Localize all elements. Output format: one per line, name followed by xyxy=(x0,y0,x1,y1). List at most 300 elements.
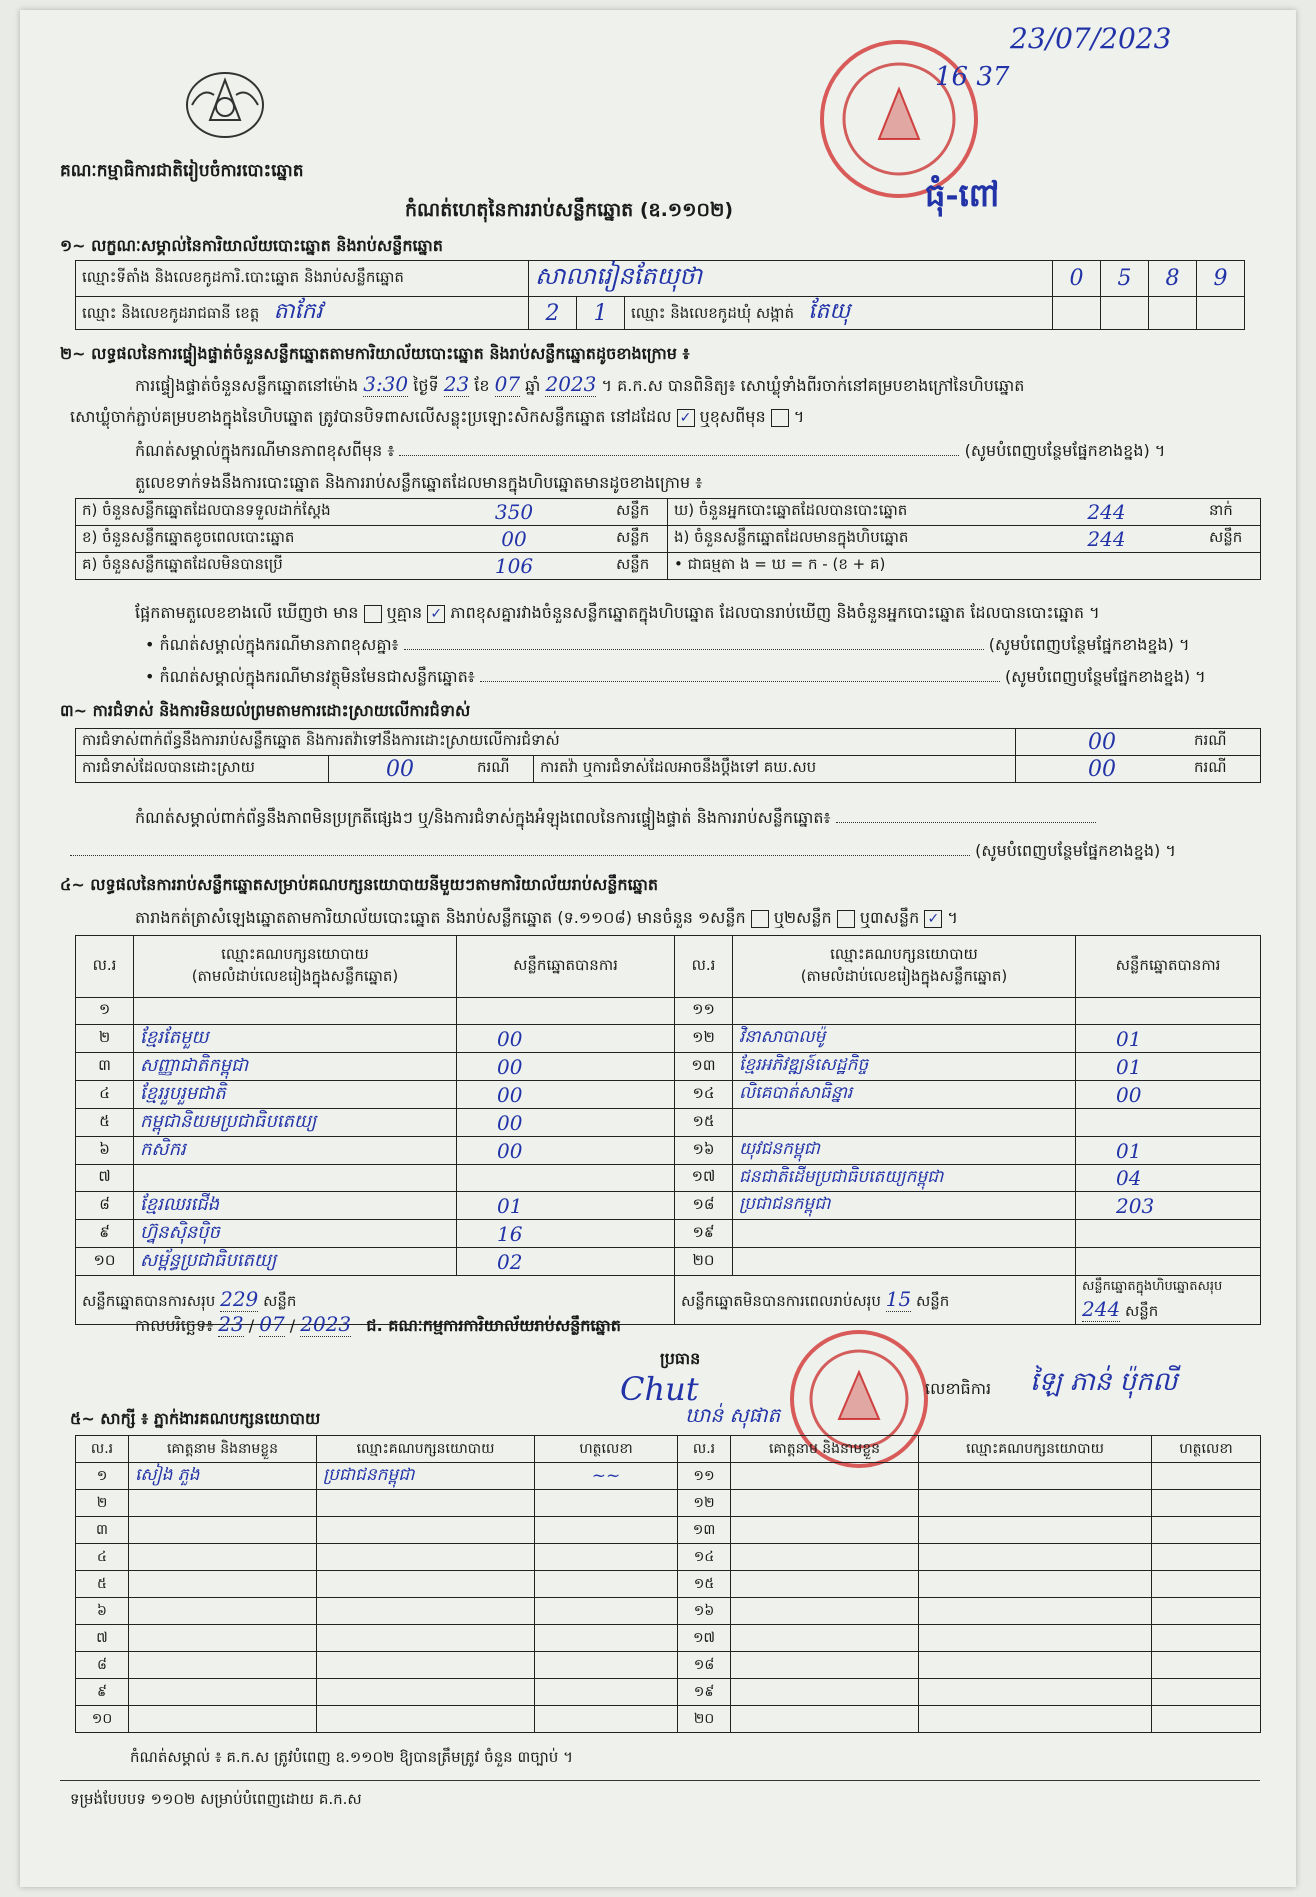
col-party-sub: (តាមលំដាប់លេខរៀងក្នុងសន្លឹកឆ្នោត) xyxy=(191,966,399,985)
row-no: ១២ xyxy=(678,1490,731,1517)
note2-text: • កំណត់សម្គាល់ក្នុងករណីមានភាពខុសគ្នា៖ xyxy=(145,635,399,654)
appeal-value: 00 xyxy=(1016,756,1189,783)
note1-text: កំណត់សម្គាល់ក្នុងករណីមានភាពខុសពីមុន ៖ xyxy=(135,441,395,460)
note3-blank xyxy=(480,681,1000,682)
party-name xyxy=(733,1248,1076,1276)
figure-left-unit: សន្លឹក xyxy=(610,499,668,526)
party-row xyxy=(76,1220,1261,1248)
witness-table xyxy=(75,1435,1261,1733)
party-votes: 01 xyxy=(1076,1137,1261,1165)
code-digit: 0 xyxy=(1053,261,1101,297)
witness-signature xyxy=(1152,1706,1261,1733)
party-name xyxy=(733,1220,1076,1248)
party-row xyxy=(76,1109,1261,1137)
seal-status-text: សោឃ្លុំចាក់ភ្ជាប់គម្របខាងក្នុងនៃហិបឆ្នោត ត្រូវបានបិទពាសលើសន្លុះប្រឡោះសិកសន្លឹកឆ្នោត នៅដដែល xyxy=(70,407,672,426)
party-row xyxy=(76,1248,1261,1276)
year-value: 2023 xyxy=(545,372,597,396)
row-no: ៨ xyxy=(76,1652,129,1679)
witness-party xyxy=(317,1544,535,1571)
party-name: ខ្មែរតែមួយ xyxy=(134,1025,457,1053)
code-digit: 8 xyxy=(1149,261,1197,297)
party-results-table xyxy=(75,935,1261,1325)
location-value: សាលារៀនតែយុថា xyxy=(529,261,1053,297)
complaints-table xyxy=(75,728,1261,783)
complaint-row1-label: ការជំទាស់ពាក់ព័ន្ធនឹងការរាប់សន្លឹកឆ្នោត និងការតវ៉ាទៅនឹងការដោះស្រាយលើការជំទាស់ xyxy=(76,729,1016,756)
witness-party xyxy=(919,1652,1152,1679)
party-name: ហ្វ៊ុនស៊ិនប៉ិច xyxy=(134,1220,457,1248)
party-name xyxy=(134,998,457,1025)
witness-row xyxy=(76,1571,1261,1598)
note1-blank xyxy=(399,455,959,456)
commune-label xyxy=(625,297,1053,330)
org-name: គណៈកម្មាធិការជាតិរៀបចំការបោះឆ្នោត xyxy=(60,161,304,181)
witness-signature xyxy=(535,1490,678,1517)
secretary-name: ឡៃ ភាន់ ប៉ុកលី xyxy=(1030,1367,1178,1397)
row-no: ៨ xyxy=(76,1192,134,1220)
col-party-title: ឈ្មោះគណបក្សនយោបាយ xyxy=(221,944,369,963)
row-no: ៥ xyxy=(76,1109,134,1137)
row-no: ៣ xyxy=(76,1053,134,1081)
figure-left-value: 00 xyxy=(418,526,610,553)
date-year: 2023 xyxy=(300,1312,352,1336)
secretary-label: លេខាធិការ xyxy=(925,1379,992,1398)
verification-line xyxy=(135,372,1024,399)
row-no: ៥ xyxy=(76,1571,129,1598)
total-invalid-value: 15 xyxy=(885,1286,912,1311)
witness-name xyxy=(731,1679,919,1706)
verification-text-end: ។ គ.ក.ស បានពិនិត្យ៖ សោឃ្លុំទាំងពីរចាក់នៅគម្របខាងក្រៅនៃហិបឆ្នោត xyxy=(601,376,1025,395)
total-valid-value: 229 xyxy=(220,1286,259,1311)
party-name xyxy=(733,998,1076,1025)
witness-name xyxy=(129,1679,317,1706)
figure-left-unit: សន្លឹក xyxy=(610,526,668,553)
witness-party xyxy=(919,1463,1152,1490)
party-votes: 00 xyxy=(457,1137,675,1165)
irregularity-note xyxy=(135,807,1096,831)
row-no: ១៥ xyxy=(678,1571,731,1598)
witness-row xyxy=(76,1490,1261,1517)
year-label: ឆ្នាំ xyxy=(525,376,541,395)
row-no: ១៥ xyxy=(675,1109,733,1137)
figure-left-value: 350 xyxy=(418,499,610,526)
figure-left-label: ក) ចំនួនសន្លឹកឆ្នោតដែលបានទទួលដាក់ស្តែង xyxy=(76,499,419,526)
date-line: កាលបរិច្ឆេទ៖ 23 / 07 / 2023 ជ. គណៈកម្មការការិយាល័យរាប់សន្លឹកឆ្នោត xyxy=(135,1312,621,1336)
witness-party xyxy=(919,1571,1152,1598)
party-row xyxy=(76,1192,1261,1220)
witness-party xyxy=(317,1625,535,1652)
day-label: ថ្ងៃទី xyxy=(413,376,439,395)
figure-right-label: • ជាធម្មតា ង = ឃ = ក - (ខ + គ) xyxy=(668,553,1011,580)
row-no: ១១ xyxy=(675,998,733,1025)
party-name: លិគេបាត់សាធិន្នារ xyxy=(733,1081,1076,1109)
witness-row xyxy=(76,1517,1261,1544)
witness-party xyxy=(919,1544,1152,1571)
witness-name xyxy=(731,1706,919,1733)
total-box-value: 244 xyxy=(1082,1297,1121,1321)
witness-row xyxy=(76,1463,1261,1490)
month-label: ខែ xyxy=(474,376,490,395)
row-no: ៩ xyxy=(76,1220,134,1248)
time-value: 3:30 xyxy=(363,372,409,396)
commune-label-text: ឈ្មោះ និងលេខកូដឃុំ សង្កាត់ xyxy=(631,304,794,322)
unit-label: សន្លឹក xyxy=(915,1291,950,1310)
witness-name xyxy=(129,1598,317,1625)
figure-right-label: ង) ចំនួនសន្លឹកឆ្នោតដែលមានក្នុងហិបឆ្នោត xyxy=(668,526,1011,553)
row-no: ១ xyxy=(76,998,134,1025)
commune-value: តែយុ xyxy=(808,299,851,324)
witness-signature xyxy=(535,1679,678,1706)
witness-party xyxy=(317,1571,535,1598)
president-signature: Chut xyxy=(620,1370,699,1408)
total-box-cell xyxy=(1076,1276,1261,1325)
party-name: សម្ព័ន្ធប្រជាធិបតេយ្យ xyxy=(134,1248,457,1276)
witness-name xyxy=(731,1463,919,1490)
col-party: ឈ្មោះគណបក្សនយោបាយ xyxy=(919,1436,1152,1463)
province-code-digit: 1 xyxy=(577,297,625,330)
unit-label: សន្លឹក xyxy=(263,1291,297,1310)
province-value: តាកែវ xyxy=(273,299,323,324)
party-votes: 04 xyxy=(1076,1165,1261,1192)
party-votes: 00 xyxy=(457,1109,675,1137)
complaint-resolved-value: 00 xyxy=(329,756,472,783)
party-votes xyxy=(1076,1220,1261,1248)
witness-row xyxy=(76,1625,1261,1652)
changed-checkbox[interactable] xyxy=(771,409,789,427)
party-name: សញ្ញាជាតិកម្ពុជា xyxy=(134,1053,457,1081)
figure-right-value xyxy=(1010,553,1203,580)
figure-row xyxy=(76,526,1261,553)
witness-signature xyxy=(535,1571,678,1598)
figure-row xyxy=(76,499,1261,526)
complaint-row1-value: 00 xyxy=(1016,729,1189,756)
two-sheet-checkbox[interactable] xyxy=(837,910,855,928)
row-no: ៩ xyxy=(76,1679,129,1706)
page-title: កំណត់ហេតុនៃការរាប់សន្លឹកឆ្នោត (ឧ.១១០២) xyxy=(405,199,734,221)
one-sheet-checkbox[interactable] xyxy=(751,910,769,928)
figure-left-label: គ) ចំនួនសន្លឹកឆ្នោតដែលមិនបានប្រើ xyxy=(76,553,419,580)
unit-label: ករណី xyxy=(471,756,534,783)
fill-more-text: (សូមបំពេញបន្ថែមផ្នែកខាងខ្នង) ។ xyxy=(1004,667,1206,686)
witness-name xyxy=(731,1652,919,1679)
row-no: ១៤ xyxy=(678,1544,731,1571)
irregularity-text: កំណត់សម្គាល់ពាក់ព័ន្ធនឹងភាពមិនប្រក្រតីផ្សេងៗ ឬ/និងការជំទាស់ក្នុងអំឡុងពេលនៃការផ្ទៀងផ្ទាត់ និងការរាប់សន្លឹកឆ្នោត៖ xyxy=(135,808,831,827)
ballot-figures-table xyxy=(75,498,1261,580)
party-row xyxy=(76,1025,1261,1053)
party-name: កម្ពុជានិយមប្រជាធិបតេយ្យ xyxy=(134,1109,457,1137)
party-row xyxy=(76,1165,1261,1192)
witness-name xyxy=(731,1571,919,1598)
witness-signature xyxy=(1152,1544,1261,1571)
location-label: ឈ្មោះទីតាំង និងលេខកូដការិ.បោះឆ្នោត និងរាប់សន្លឹកឆ្នោត xyxy=(76,261,529,297)
witness-signature xyxy=(1152,1490,1261,1517)
unchanged-checkbox[interactable]: ✓ xyxy=(677,409,695,427)
party-row xyxy=(76,1137,1261,1165)
witness-signature xyxy=(1152,1517,1261,1544)
commune-code-cell xyxy=(1149,297,1197,330)
president-name: ឃាន់ សុផាត xyxy=(685,1403,781,1427)
note2-blank xyxy=(404,649,984,650)
figure-right-value: 244 xyxy=(1010,526,1203,553)
row-no: ៤ xyxy=(76,1081,134,1109)
row-no: ៤ xyxy=(76,1544,129,1571)
witness-name xyxy=(129,1652,317,1679)
party-name: ប្រជាជនកម្ពុជា xyxy=(733,1192,1076,1220)
fill-more-text: (សូមបំពេញបន្ថែមផ្នែកខាងខ្នង) ។ xyxy=(975,841,1176,860)
row-no: ១៩ xyxy=(675,1220,733,1248)
section5-heading: ៥~ សាក្សី ៖ ភ្នាក់ងារគណបក្សនយោបាយ xyxy=(70,1409,321,1428)
witness-name xyxy=(129,1490,317,1517)
unit-label: ករណី xyxy=(1188,756,1261,783)
province-label xyxy=(76,297,529,330)
total-invalid-label: សន្លឹកឆ្នោតមិនបានការពេលរាប់សរុប xyxy=(681,1291,881,1310)
witness-party xyxy=(919,1598,1152,1625)
appeal-label: ការតវ៉ា ឬការជំទាស់ដែលអាចនឹងប្តឹងទៅ គឃ.សប xyxy=(534,756,1016,783)
witness-signature xyxy=(535,1544,678,1571)
witness-signature xyxy=(1152,1625,1261,1652)
note2-line xyxy=(145,634,1190,658)
row-no: ៧ xyxy=(76,1625,129,1652)
date-month: 07 xyxy=(259,1312,285,1336)
section1-heading: ១~ លក្ខណៈសម្គាល់នៃការិយាល័យបោះឆ្នោត និងរាប់សន្លឹកឆ្នោត xyxy=(60,236,443,255)
section3-heading: ៣~ ការជំទាស់ និងការមិនយល់ព្រមតាមការដោះស្រាយលើការជំទាស់ xyxy=(60,701,471,720)
witness-name xyxy=(731,1544,919,1571)
party-name: ខ្មែរឈរជើង xyxy=(134,1192,457,1220)
commune-code-cell xyxy=(1101,297,1149,330)
witness-row xyxy=(76,1544,1261,1571)
witness-signature xyxy=(535,1625,678,1652)
row-no: ១៦ xyxy=(678,1598,731,1625)
province-code-digit: 2 xyxy=(529,297,577,330)
col-no: ល.រ xyxy=(76,936,134,998)
changed-label: ឬខុសពីមុន xyxy=(699,407,766,426)
party-votes xyxy=(1076,1109,1261,1137)
party-name xyxy=(733,1109,1076,1137)
witness-party xyxy=(317,1706,535,1733)
party-votes: 01 xyxy=(1076,1025,1261,1053)
party-votes xyxy=(457,998,675,1025)
party-votes: 203 xyxy=(1076,1192,1261,1220)
difference-line xyxy=(135,602,1100,626)
witness-signature xyxy=(1152,1463,1261,1490)
figure-right-unit xyxy=(1203,553,1261,580)
witness-signature xyxy=(1152,1679,1261,1706)
col-sign: ហត្ថលេខា xyxy=(535,1436,678,1463)
witness-name: សៀង ភួង xyxy=(129,1463,317,1490)
note1-line xyxy=(135,440,1165,464)
irregularity-blank2 xyxy=(70,855,970,856)
party-name: យុវជនកម្ពុជា xyxy=(733,1137,1076,1165)
witness-party xyxy=(317,1652,535,1679)
row-no: ១៦ xyxy=(675,1137,733,1165)
month-value: 07 xyxy=(494,372,521,396)
witness-name xyxy=(731,1598,919,1625)
province-label-text: ឈ្មោះ និងលេខកូដរាជធានី ខេត្ត xyxy=(82,304,260,322)
witness-row xyxy=(76,1652,1261,1679)
party-votes: 00 xyxy=(457,1081,675,1109)
complaint-resolved-label: ការជំទាស់ដែលបានដោះស្រាយ xyxy=(76,756,329,783)
total-valid-label: សន្លឹកឆ្នោតបានការសរុប xyxy=(82,1291,216,1310)
witness-name xyxy=(129,1544,317,1571)
party-name: កសិករ xyxy=(134,1137,457,1165)
date-label: កាលបរិច្ឆេទ៖ xyxy=(135,1316,214,1335)
verification-text: ការផ្ទៀងផ្ទាត់ចំនួនសន្លឹកឆ្នោតនៅម៉ោង xyxy=(135,376,359,395)
seal-status-line: សោឃ្លុំចាក់ភ្ជាប់គម្របខាងក្នុងនៃហិបឆ្នោត ត្រូវបានបិទពាសលើសន្លុះប្រឡោះសិកសន្លឹកឆ្នោត នៅដដែល ✓ ឬខុសពីមុន ។ xyxy=(70,407,805,426)
witness-name xyxy=(731,1517,919,1544)
three-sheet-checkbox[interactable]: ✓ xyxy=(924,910,942,928)
section2-heading: ២~ លទ្ធផលនៃការផ្ទៀងផ្ទាត់ចំនួនសន្លឹកឆ្នោតតាមការិយាល័យបោះឆ្នោត និងរាប់សន្លឹកឆ្នោតដូចខាងក្រោម ៖ xyxy=(60,344,690,363)
party-name: ខ្មែររួបរួមជាតិ xyxy=(134,1081,457,1109)
witness-row xyxy=(76,1706,1261,1733)
witness-row xyxy=(76,1598,1261,1625)
has-difference-checkbox[interactable] xyxy=(364,605,382,623)
irregularity-note2 xyxy=(70,840,1176,864)
witness-party xyxy=(919,1517,1152,1544)
witness-signature xyxy=(535,1706,678,1733)
party-row xyxy=(76,1081,1261,1109)
witness-name xyxy=(129,1706,317,1733)
witness-signature xyxy=(1152,1652,1261,1679)
col-no: ល.រ xyxy=(678,1436,731,1463)
date-day: 23 xyxy=(218,1312,244,1336)
party-votes: 01 xyxy=(1076,1053,1261,1081)
row-no: ១៣ xyxy=(675,1053,733,1081)
party-votes: 00 xyxy=(457,1025,675,1053)
col-name: គោត្តនាម និងនាមខ្លួន xyxy=(129,1436,317,1463)
row-no: ១៣ xyxy=(678,1517,731,1544)
witness-signature xyxy=(1152,1571,1261,1598)
party-votes xyxy=(1076,1248,1261,1276)
difference-text: ភាពខុសគ្នារវាងចំនួនសន្លឹកឆ្នោតក្នុងហិបឆ្នោត ដែលបានរាប់ឃើញ និងចំនួនអ្នកបោះឆ្នោត ដែលបានបោះឆ្នោត ។ xyxy=(450,603,1100,622)
witness-signature xyxy=(1152,1598,1261,1625)
witness-party xyxy=(317,1598,535,1625)
two-sheet-label: ឬ២សន្លឹក xyxy=(773,908,832,927)
witness-name xyxy=(731,1625,919,1652)
figure-left-unit: សន្លឹក xyxy=(610,553,668,580)
col-party xyxy=(733,936,1076,998)
section4-heading: ៤~ លទ្ធផលនៃការរាប់សន្លឹកឆ្នោតសម្រាប់គណបក្សនយោបាយនីមួយៗតាមការិយាល័យរាប់សន្លឹកឆ្នោត xyxy=(60,875,659,894)
nec-emblem xyxy=(180,65,270,145)
day-value: 23 xyxy=(443,372,470,396)
witness-row xyxy=(76,1679,1261,1706)
figure-right-value: 244 xyxy=(1010,499,1203,526)
row-no: ៧ xyxy=(76,1165,134,1192)
witness-signature xyxy=(535,1598,678,1625)
note3-text: • កំណត់សម្គាល់ក្នុងករណីមានវត្ថុមិនមែនជាសន្លឹកឆ្នោត៖ xyxy=(145,667,475,686)
row-no: ៣ xyxy=(76,1517,129,1544)
party-votes: 00 xyxy=(1076,1081,1261,1109)
witness-signature: ~~ xyxy=(535,1463,678,1490)
col-votes: សន្លឹកឆ្នោតបានការ xyxy=(1076,936,1261,998)
row-no: ៦ xyxy=(76,1598,129,1625)
row-no: ១២ xyxy=(675,1025,733,1053)
col-name: គោត្តនាម និងនាមខ្លួន xyxy=(731,1436,919,1463)
stamp-signature: ធុំ-ពៅ xyxy=(925,176,1000,214)
fill-more-text: (សូមបំពេញបន្ថែមផ្នែកខាងខ្នង) ។ xyxy=(964,441,1166,460)
unit-label: ករណី xyxy=(1188,729,1261,756)
party-row xyxy=(76,1053,1261,1081)
witness-name xyxy=(129,1625,317,1652)
form-note: ទម្រង់បែបបទ ១១០២ សម្រាប់បំពេញដោយ គ.ក.ស xyxy=(70,1790,362,1808)
figure-right-label: ឃ) ចំនួនអ្នកបោះឆ្នោតដែលបានបោះឆ្នោត xyxy=(668,499,1011,526)
party-name: ខ្មែរអភិវឌ្ឍន៍សេដ្ឋកិច្ច xyxy=(733,1053,1076,1081)
location-table xyxy=(75,260,1245,330)
row-no: ៦ xyxy=(76,1137,134,1165)
party-name xyxy=(134,1165,457,1192)
row-no: ២ xyxy=(76,1490,129,1517)
row-no: ១០ xyxy=(76,1248,134,1276)
col-no: ល.រ xyxy=(675,936,733,998)
witness-name xyxy=(129,1517,317,1544)
row-no: ១៧ xyxy=(675,1165,733,1192)
party-name: វិនាសាបាលម៉ូ xyxy=(733,1025,1076,1053)
three-sheet-label: ឬ៣សន្លឹក xyxy=(859,908,920,927)
witness-name xyxy=(129,1571,317,1598)
col-sign: ហត្ថលេខា xyxy=(1152,1436,1261,1463)
col-party: ឈ្មោះគណបក្សនយោបាយ xyxy=(317,1436,535,1463)
figure-left-label: ខ) ចំនួនសន្លឹកឆ្នោតខូចពេលបោះឆ្នោត xyxy=(76,526,419,553)
row-no: ១ xyxy=(76,1463,129,1490)
witness-party: ប្រជាជនកម្ពុជា xyxy=(317,1463,535,1490)
witness-party xyxy=(317,1490,535,1517)
row-no: ១១ xyxy=(678,1463,731,1490)
unit-label: សន្លឹក xyxy=(1124,1302,1159,1320)
party-votes: 00 xyxy=(457,1053,675,1081)
emblem-icon xyxy=(180,65,270,145)
party-votes: 01 xyxy=(457,1192,675,1220)
witness-party xyxy=(317,1679,535,1706)
row-no: ១៨ xyxy=(675,1192,733,1220)
party-votes: 16 xyxy=(457,1220,675,1248)
no-difference-label: ឬគ្មាន xyxy=(386,603,423,622)
total-invalid-cell xyxy=(675,1276,1076,1325)
figure-right-unit: នាក់ xyxy=(1203,499,1261,526)
row-no: ១៨ xyxy=(678,1652,731,1679)
party-votes: 02 xyxy=(457,1248,675,1276)
footer-divider xyxy=(60,1780,1260,1781)
row-no: ១០ xyxy=(76,1706,129,1733)
row-no: ២ xyxy=(76,1025,134,1053)
witness-party xyxy=(919,1490,1152,1517)
row-no: ១៩ xyxy=(678,1679,731,1706)
witness-party xyxy=(919,1625,1152,1652)
witness-party xyxy=(317,1517,535,1544)
witness-signature xyxy=(535,1652,678,1679)
no-difference-checkbox[interactable]: ✓ xyxy=(427,605,445,623)
tally-sheet-text: តារាងកត់ត្រាសំឡេងឆ្នោតតាមការិយាល័យបោះឆ្នោត និងរាប់សន្លឹកឆ្នោត (ទ.១១០៨) មានចំនួន ១សន្លឹក xyxy=(135,908,746,927)
row-no: ១៤ xyxy=(675,1081,733,1109)
figure-row xyxy=(76,553,1261,580)
row-no: ១៧ xyxy=(678,1625,731,1652)
witness-name xyxy=(731,1490,919,1517)
code-digit: 9 xyxy=(1197,261,1245,297)
committee-label: ជ. គណៈកម្មការការិយាល័យរាប់សន្លឹកឆ្នោត xyxy=(366,1316,621,1335)
figure-left-value: 106 xyxy=(418,553,610,580)
witness-party xyxy=(919,1706,1152,1733)
commune-code-cell xyxy=(1053,297,1101,330)
party-row xyxy=(76,998,1261,1025)
stamp-time: 16 37 xyxy=(935,62,1010,92)
note3-line xyxy=(145,666,1206,690)
footnote: កំណត់សម្គាល់ ៖ គ.ក.ស ត្រូវបំពេញ ឧ.១១០២ ឱ្យបានត្រឹមត្រូវ ចំនួន ៣ច្បាប់ ។ xyxy=(130,1748,573,1766)
col-no: ល.រ xyxy=(76,1436,129,1463)
col-party xyxy=(134,936,457,998)
stamp-date: 23/07/2023 xyxy=(1010,22,1172,55)
irregularity-blank xyxy=(836,822,1096,823)
col-party-sub: (តាមលំដាប់លេខរៀងក្នុងសន្លឹកឆ្នោត) xyxy=(800,966,1008,985)
fill-more-text: (សូមបំពេញបន្ថែមផ្នែកខាងខ្នង) ។ xyxy=(988,635,1190,654)
president-label: ប្រធាន xyxy=(660,1349,701,1368)
witness-party xyxy=(919,1679,1152,1706)
